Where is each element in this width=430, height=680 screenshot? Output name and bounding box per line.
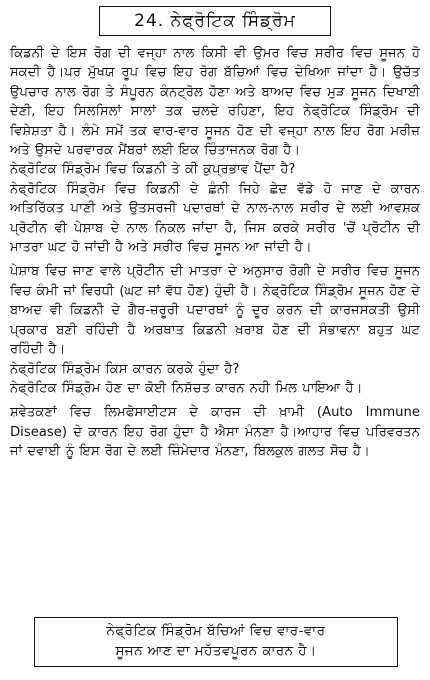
answer-kidney-effect-part1: ਨੇਫ੍ਰੋਟਿਕ ਸਿੰਡ੍ਰੋਮ ਵਿਚ ਕਿਡਨੀ ਦੇ ਛੰਨੀ ਜਿਹੇ ਛੇਦ ਵੱਡੇ ਹੋ ਜਾਣ ਦੇ ਕਾਰਨ ਅਤਿਰਿੱਕਤ ਪਾਣੀ ਅਤੇ ਉਤਸਰਜੀ ਪਦਾਰਥਾਂ ਦੇ ਨਾਲ-ਨਾਲ ਸਰੀਰ ਦੇ ਲਈ ਆਵਸ਼ਕ ਪ੍ਰੋਟੀਨ ਵੀ ਪੇਸ਼ਾਬ ਦੇ ਨਾਲ ਨਿਕਲ ਜਾਂਦਾ ਹੈ, ਜਿਸ ਕਰਕੇ ਸਰੀਰ 'ਚੋਂ ਪ੍ਰੋਟੀਨ ਦੀ ਮਾਤਰਾ ਘਟ ਹੋ ਜਾਂਦੀ ਹੈ ਅਤੇ ਸਰੀਰ ਵਿਚ ਸੂਜਨ ਆ ਜਾਂਦੀ ਹੈ।: [10, 181, 420, 256]
callout-line-2: ਸੂਜਨ ਆਣ ਦਾ ਮਹੱਤਵਪੂਰਨ ਕਾਰਨ ਹੈ।: [115, 644, 317, 659]
answer-cause-part1: ਨੇਫ੍ਰੋਟਿਕ ਸਿੰਡ੍ਰੋਮ ਹੋਣ ਦਾ ਕੋਈ ਨਿਸ਼ੱਚਤ ਕਾਰਨ ਨਹੀ ਮਿਲ ਪਾਇਆ ਹੈ।: [10, 380, 363, 396]
answer-cause-part2: ਸ਼ਵੇਤਕਣਾਂ ਵਿਚ ਲਿਮਫੋਸਾਈਟਸ ਦੇ ਕਾਰਜ ਦੀ ਖ਼ਾਮੀ (Auto Immune Disease) ਦੇ ਕਾਰਨ ਇਹ ਰੋਗ ਹੁੰਦਾ ਹੈ ਐਸਾ ਮੰਨਣਾ ਹੈ।ਆਹਾਰ ਵਿਚ ਪਰਿਵਰਤਨ ਜਾਂ ਦਵਾਈ ਨੂੰ ਇਸ ਰੋਗ ਦੇ ਲਈ ਜ਼ਿੰਮੇਦਾਰ ਮੰਨਣਾ, ਬਿਲਕੁਲ ਗਲਤ ਸੋਚ ਹੈ।: [10, 405, 420, 460]
answer-kidney-effect-part2: ਪੇਸ਼ਾਬ ਵਿਚ ਜਾਣ ਵਾਲੇ ਪ੍ਰੋਟੀਨ ਦੀ ਮਾਤਰਾ ਦੇ ਅਨੁਸਾਰ ਰੋਗੀ ਦੇ ਸਰੀਰ ਵਿਚ ਸੂਜਨ ਵਿਚ ਕੰਮੀ ਜਾਂ ਵਿਰਧੀ (ਘਟ ਜਾਂ ਵੱਧ ਹੋਣ) ਹੁੰਦੀ ਹੈ। ਨੇਫ੍ਰੋਟਿਕ ਸਿੰਡ੍ਰੋਮ ਸੂਜਨ ਹੋਣ ਦੇ ਬਾਅਦ ਵੀ ਕਿਡਨੀ ਦੇ ਗੈਰ-ਜ਼ਰੂਰੀ ਪਦਾਰਥਾਂ ਨੂੰ ਦੂਰ ਕਰਨ ਦੀ ਕਾਰਜਸਕਤੀ ਉਸੀ ਪ੍ਰਕਾਰ ਬਣੀ ਰਹਿੰਦੀ ਹੈ ਅਰਥਾਤ ਕਿਡਨੀ ਖ਼ਰਾਬ ਹੋਣ ਦੀ ਸੰਭਾਵਨਾ ਬਹੁਤ ਘਟ ਰਹਿੰਦੀ ਹੈ।: [10, 264, 420, 358]
chapter-title-box: [99, 6, 331, 36]
chapter-title: 24. ਨੇਫ੍ਰੋਟਿਕ ਸਿੰਡ੍ਰੋਮ: [134, 11, 296, 31]
question-kidney-effect: ਨੇਫ੍ਰੋਟਿਕ ਸਿੰਡ੍ਰੋਮ ਵਿਚ ਕਿਡਨੀ ਤੇ ਕੀ ਕੁਪ੍ਰਭਾਵ ਪੈਂਦਾ ਹੈ?: [10, 162, 296, 178]
intro-paragraph: ਕਿਡਨੀ ਦੇ ਇਸ ਰੋਗ ਦੀ ਵਜ੍ਹਾ ਨਾਲ ਕਿਸੀ ਵੀ ਉਮਰ ਵਿਚ ਸਰੀਰ ਵਿਚ ਸੂਜਨ ਹੋ ਸਕਦੀ ਹੈ।ਪਰ ਮੁੱਖਯ ਰੂਪ ਵਿਚ ਇਹ ਰੋਗ ਬੱਚਿਆਂ ਵਿਚ ਦੇਖਿਆ ਜਾਂਦਾ ਹੈ। ਉਚੱਤ ਉਪਚਾਰ ਨਾਲ ਰੋਗ ਤੇ ਸੰਪੂਰਨ ਕੰਨਟ੍ਰੋਲ ਹੋਣਾ ਅਤੇ ਬਾਅਦ ਵਿਚ ਮੁੜ ਸੂਜਨ ਦਿਖਾਈ ਦੇਣੀ, ਇਹ ਸਿਲਸਿਲਾਂ ਸਾਲਾਂ ਤਕ ਚਲਦੇ ਰਹਿਣਾ, ਇਹ ਨੇਫ੍ਰੋਟਿਕ ਸਿੰਡ੍ਰੋਮ ਦੀ ਵਿਸ਼ੇਸ਼ਤਾ ਹੈ। ਲੰਮੇ ਸਮੇਂ ਤਕ ਵਾਰ-ਵਾਰ ਸੂਜਨ ਹੋਣ ਦੀ ਵਜ੍ਹਾ ਨਾਲ ਇਹ ਰੋਗ ਮਰੀਜ਼ ਅਤੇ ਉਸਦੇ ਪਰਵਾਰਕ ਮੈਂਬਰਾਂ ਲਈ ਇਕ ਚਿੰਤਾਜਨਕ ਰੋਗ ਹੈ।: [10, 46, 420, 159]
callout-line-1: ਨੇਫ੍ਰੋਟਿਕ ਸਿੰਡ੍ਰੋਮ ਬੱਚਿਆਂ ਵਿਚ ਵਾਰ-ਵਾਰ: [106, 624, 326, 639]
highlight-callout-box: [34, 617, 398, 667]
question-cause: ਨੇਫ੍ਰੋਟਿਕ ਸਿੰਡ੍ਰੋਮ ਕਿਸ ਕਾਰਨ ਕਰਕੇ ਹੁੰਦਾ ਹੈ?: [10, 361, 240, 377]
